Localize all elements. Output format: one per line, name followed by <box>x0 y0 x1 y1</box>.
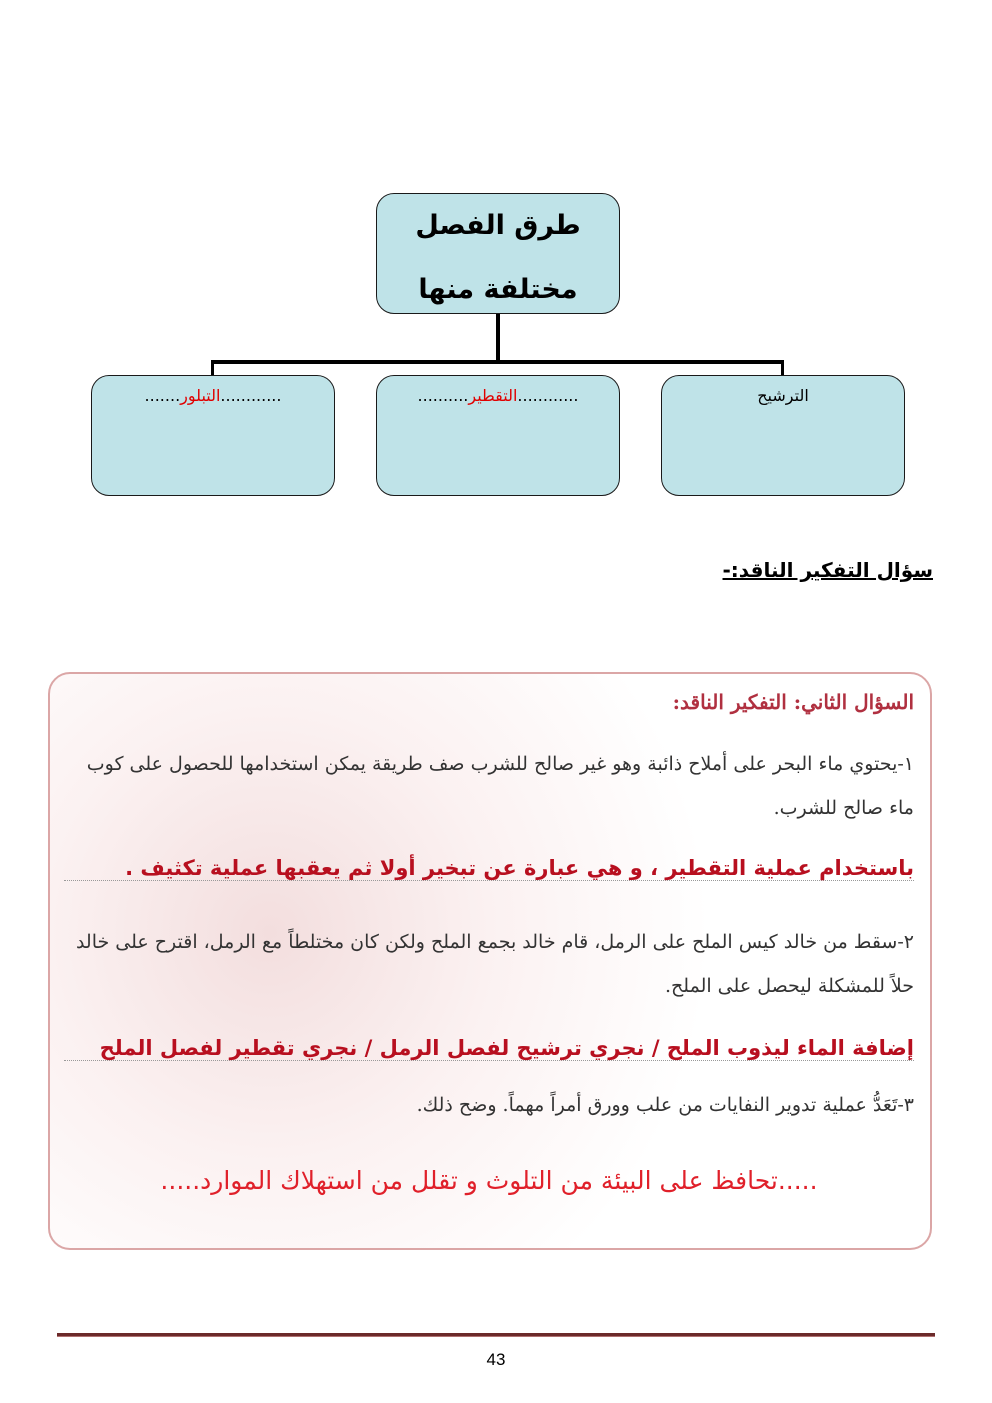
question-2: ٢-سقط من خالد كيس الملح على الرمل، قام خالد بجمع الملح ولكن كان مختلطاً مع الرمل، اقترح على خالد حلاً للمشكلة ليحصل على الملح. <box>75 931 914 997</box>
footer-rule <box>57 1333 935 1337</box>
dots: ............ <box>220 386 282 405</box>
dots: ....... <box>144 386 181 405</box>
root-line-2: مختلفة منها <box>418 274 578 305</box>
critical-thinking-panel <box>48 672 932 1250</box>
question-3: ٣-تَعَدُّ عملية تدوير النفايات من علب وورق أمراً مهماً. وضح ذلك. <box>416 1094 914 1116</box>
connector-vertical <box>496 314 500 362</box>
diagram-child-distillation <box>376 375 620 496</box>
root-line-1: طرق الفصل <box>415 210 581 241</box>
panel-title: السؤال الثاني: التفكير الناقد: <box>672 690 914 714</box>
answer-crystallization: التبلور <box>180 386 221 405</box>
section-heading: سؤال التفكير الناقد:- <box>722 558 933 582</box>
diagram-child-crystallization <box>91 375 335 496</box>
dots: ............ <box>517 386 579 405</box>
dots: .......... <box>417 386 469 405</box>
diagram-root-box <box>376 193 620 314</box>
answer-3: .....تحافظ على البيئة من التلوث و تقلل من استهلاك الموارد..... <box>160 1166 818 1195</box>
answer-1: باستخدام عملية التقطير ، و هي عبارة عن تبخير أولا ثم يعقبها عملية تكثيف . <box>64 856 914 881</box>
diagram-child-filtration <box>661 375 905 496</box>
child-label: الترشيح <box>757 386 809 405</box>
question-1: ١-يحتوي ماء البحر على أملاح ذائبة وهو غير صالح للشرب صف طريقة يمكن استخدامها للحصول على كوب ماء صالح للشرب. <box>86 753 914 819</box>
page-number: 43 <box>486 1350 506 1369</box>
connector-horizontal <box>212 360 784 364</box>
connector-right <box>781 360 784 375</box>
answer-distillation: التقطير <box>468 386 518 405</box>
connector-left <box>211 360 214 375</box>
answer-2: إضافة الماء ليذوب الملح / نجري ترشيح لفصل الرمل / نجري تقطير لفصل الملح <box>64 1036 914 1061</box>
